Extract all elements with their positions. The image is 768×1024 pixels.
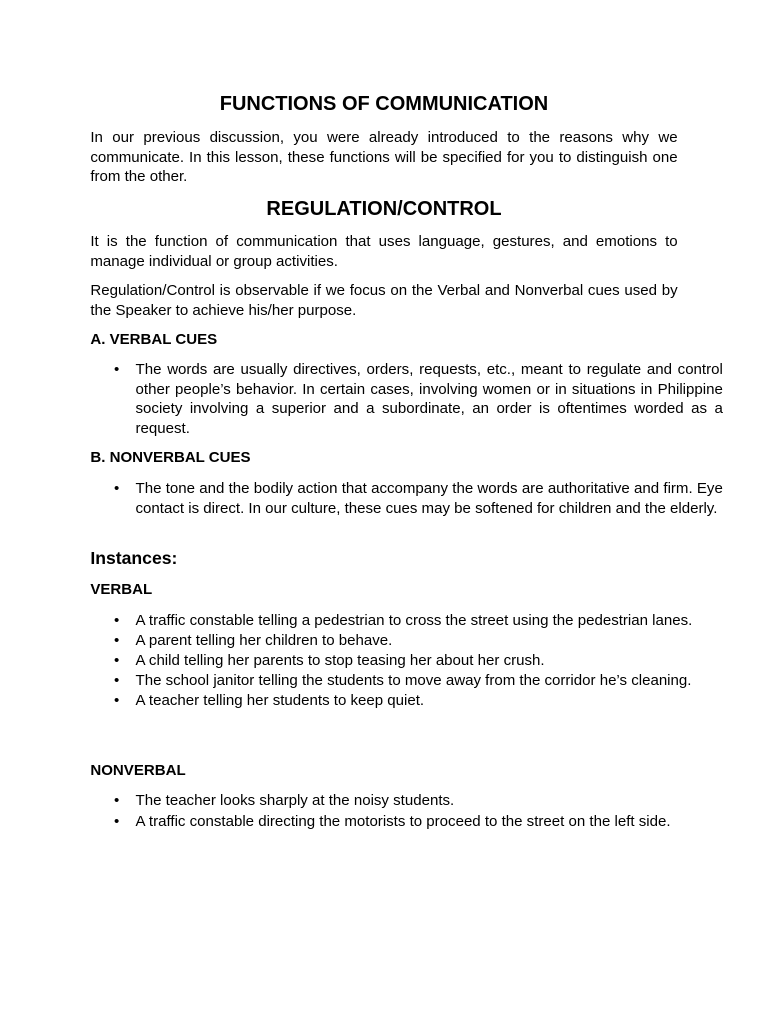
list-item-text: A parent telling her children to behave.: [135, 632, 393, 649]
verbal-instances-list: [90, 611, 722, 711]
nonverbal-instances-heading: NONVERBAL: [90, 762, 186, 779]
bullet-icon: [114, 651, 119, 671]
list-item-text: A traffic constable telling a pedestrian to cross the street using the pedestrian lanes.: [135, 612, 693, 629]
bullet-icon: [114, 791, 119, 811]
page-title: FUNCTIONS OF COMMUNICATION: [219, 93, 549, 115]
section-title: REGULATION/CONTROL: [266, 198, 502, 220]
list-item: [136, 360, 723, 439]
instances-heading: Instances:: [90, 548, 178, 568]
verbal-instances-heading: VERBAL: [90, 581, 153, 598]
nonverbal-cues-list: [90, 479, 722, 518]
bullet-icon: [114, 611, 119, 631]
list-item-text: A child telling her parents to stop teasing her about her crush.: [135, 652, 545, 669]
bullet-icon: [114, 671, 119, 691]
bullet-icon: [114, 631, 119, 651]
list-item-text: The teacher looks sharply at the noisy students.: [135, 792, 455, 809]
bullet-icon: [114, 479, 119, 499]
verbal-cues-heading: A. VERBAL CUES: [90, 331, 218, 348]
list-item-text: A teacher telling her students to keep quiet.: [135, 692, 425, 709]
observation-paragraph: Regulation/Control is observable if we focus on the Verbal and Nonverbal cues used by the Speaker to achieve his/her purpose.: [90, 282, 678, 319]
nonverbal-cues-heading: B. NONVERBAL CUES: [90, 449, 251, 466]
list-item: [136, 651, 723, 671]
verbal-cues-list: [90, 360, 722, 439]
list-item: [136, 791, 723, 811]
list-item: [136, 479, 723, 518]
list-item-text: A traffic constable directing the motorists to proceed to the street on the left side.: [135, 813, 671, 830]
definition-paragraph: It is the function of communication that uses language, gestures, and emotions to manage individual or group activities.: [90, 233, 678, 270]
list-item: [136, 631, 723, 651]
list-item-text: The tone and the bodily action that accompany the words are authoritative and firm. Eye contact is direct. In our culture, these cues may be softened for children and the elderly.: [135, 480, 723, 517]
list-item: [136, 812, 723, 832]
bullet-icon: [114, 812, 119, 832]
list-item: [136, 671, 723, 691]
list-item-text: The words are usually directives, orders, requests, etc., meant to regulate and control other people’s behavior. In certain cases, involving women or in situations in Philippine society involving a superior and a subordinate, an order is oftentimes worded as a request.: [135, 361, 723, 438]
list-item-text: The school janitor telling the students to move away from the corridor he’s cleaning.: [135, 672, 692, 689]
list-item: [136, 611, 723, 631]
bullet-icon: [114, 360, 119, 380]
intro-paragraph: In our previous discussion, you were already introduced to the reasons why we communicate. In this lesson, these functions will be specified for you to distinguish one from the other.: [90, 129, 678, 185]
list-item: [136, 691, 723, 711]
bullet-icon: [114, 691, 119, 711]
nonverbal-instances-list: [90, 791, 722, 832]
